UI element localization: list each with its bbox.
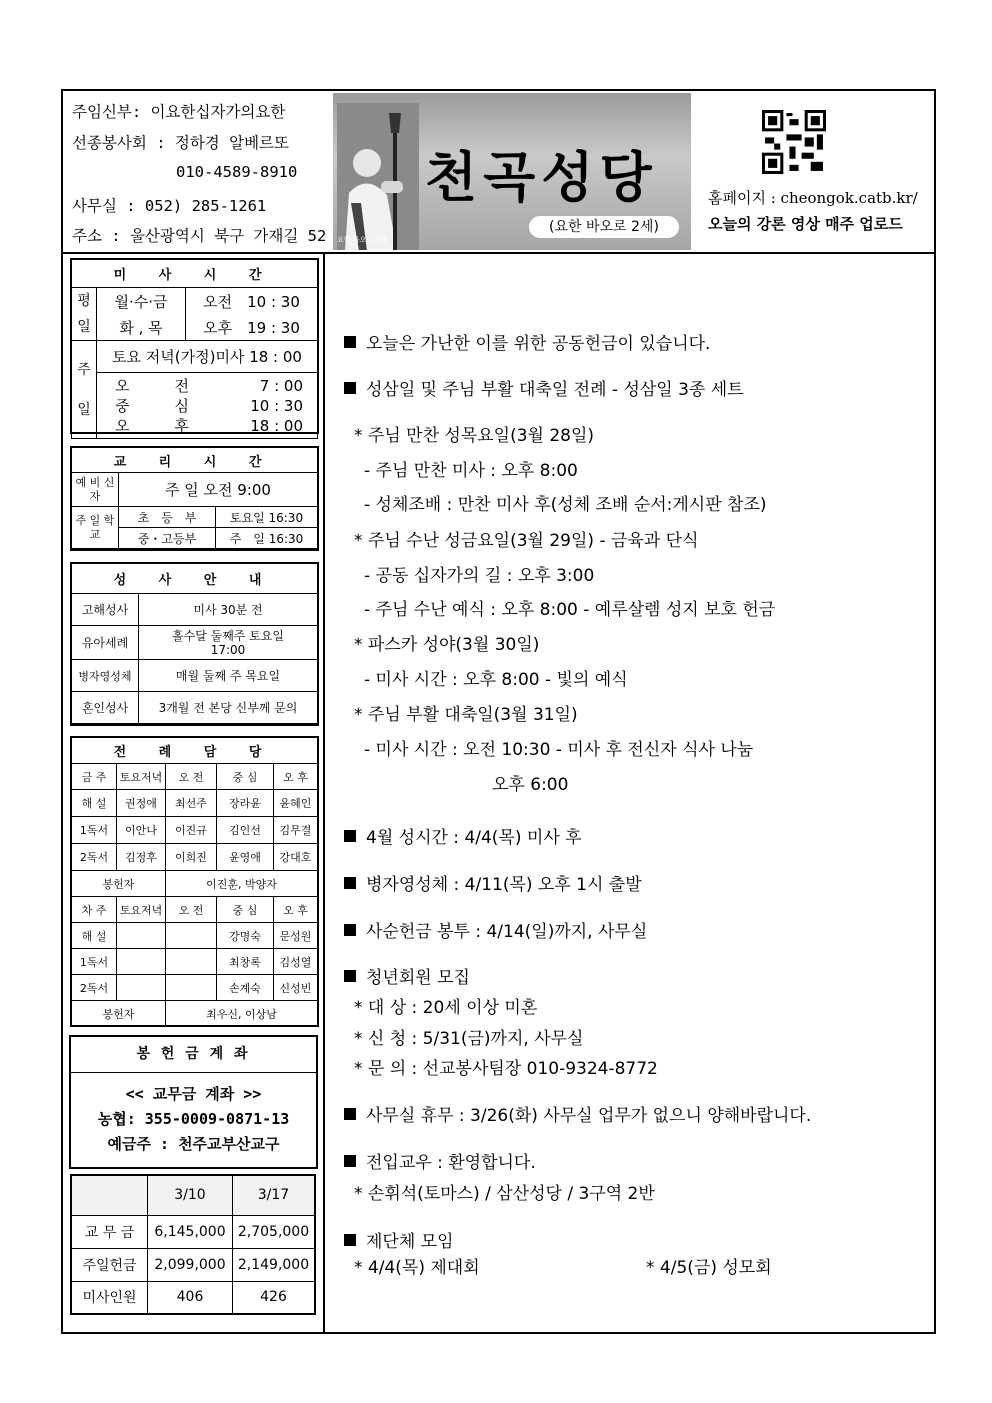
notice-3	[344, 823, 582, 848]
square-bullet-icon	[344, 1234, 356, 1246]
stats-value: 406	[148, 1281, 233, 1314]
notice-text: 4월 성시간 : 4/4(목) 미사 후	[366, 828, 582, 848]
sacrament-desc: 매월 둘째 주 목요일	[139, 660, 318, 692]
weekday-days: 화 , 목	[97, 314, 186, 341]
video-notice: 오늘의 강론 영상 매주 업로드	[708, 215, 903, 233]
stats-row-label: 주일헌금	[71, 1248, 148, 1281]
liturgy-table	[71, 737, 318, 1027]
liturgy-cell: 2독서	[72, 975, 117, 1001]
liturgy-cell: 2독서	[72, 844, 117, 871]
liturgy-header: 중 심	[217, 897, 274, 923]
offertory-label: 봉헌자	[72, 871, 166, 897]
square-bullet-icon	[344, 877, 356, 889]
youth-detail: * 대 상 : 20세 이상 미혼	[354, 998, 538, 1018]
account-holder: 예금주 : 천주교부산교구	[107, 1135, 280, 1153]
stats-row-label: 교 무 금	[71, 1215, 148, 1248]
committee-phone: 010-4589-8910	[176, 163, 298, 181]
liturgy-cell: 강대호	[274, 844, 318, 871]
notice-text: 전입교우 : 환영합니다.	[366, 1153, 536, 1173]
middle-high-label: 중・고등부	[119, 528, 216, 549]
sacrament-table	[71, 563, 318, 724]
square-bullet-icon	[344, 336, 356, 348]
offering-stats-table	[70, 1174, 316, 1315]
notice-1	[344, 329, 710, 354]
triduum-detail: 오후 6:00	[492, 775, 569, 795]
triduum-item: * 파스카 성야(3월 30일)	[354, 635, 540, 655]
triduum-detail: - 미사 시간 : 오후 8:00 - 빛의 예식	[364, 670, 628, 690]
liturgy-header: 오 후	[274, 764, 318, 790]
liturgy-cell: 1독서	[72, 817, 117, 844]
offering-title: 봉 헌 금 계 좌	[70, 1036, 317, 1073]
liturgy-cell: 강명숙	[217, 923, 274, 949]
mass-times-table	[71, 259, 318, 439]
stats-value: 2,149,000	[233, 1248, 316, 1281]
address: 주소 : 울산광역시 북구 가재길 52	[72, 227, 327, 245]
pre-catechumen-time: 주 일 오전 9:00	[119, 473, 318, 507]
group-meeting: * 4/5(금) 성모회	[646, 1258, 772, 1278]
pastor: 주임신부: 이요한십자가의요한	[72, 103, 286, 121]
liturgy-cell	[166, 923, 217, 949]
sacrament-name: 유아세례	[72, 626, 139, 660]
notice-text: 오늘은 가난한 이를 위한 공동헌금이 있습니다.	[366, 334, 711, 354]
sunday-school-label: 주 일 학 교	[72, 507, 119, 549]
mass-title: 미 사 시 간	[72, 260, 318, 288]
square-bullet-icon	[344, 382, 356, 394]
elementary-label: 초 등 부	[119, 507, 216, 528]
triduum-item: * 주님 만찬 성목요일(3월 28일)	[354, 426, 595, 446]
liturgy-header: 토요저녁	[117, 897, 166, 923]
offering-line1: << 교무금 계좌 >>	[125, 1085, 262, 1103]
liturgy-cell	[166, 949, 217, 975]
liturgy-header: 토요저녁	[117, 764, 166, 790]
stats-value: 6,145,000	[148, 1215, 233, 1248]
liturgy-header: 금 주	[72, 764, 117, 790]
notice-4	[344, 870, 642, 895]
catechism-table	[71, 447, 318, 549]
liturgy-header: 오 전	[166, 897, 217, 923]
pope-image	[337, 103, 419, 250]
middle-high-time: 주 일 16:30	[216, 528, 318, 549]
triduum-detail: - 미사 시간 : 오전 10:30 - 미사 후 전신자 식사 나눔	[364, 740, 754, 760]
sunday-mass-name: 중 심	[115, 396, 189, 415]
offertory-names: 최우신, 이상남	[166, 1001, 318, 1027]
sunday-mass-time: 10 : 30	[250, 396, 303, 415]
notice-6	[344, 963, 470, 988]
weekday-time: 오전 10 : 30	[186, 288, 318, 315]
liturgy-cell: 이희진	[166, 844, 217, 871]
sacrament-title: 성 사 안 내	[72, 564, 318, 594]
sunday-mass-time: 7 : 00	[259, 376, 303, 395]
liturgy-cell: 문성원	[274, 923, 318, 949]
notice-2	[344, 375, 744, 400]
liturgy-title: 전 례 담 당	[72, 738, 318, 764]
notice-text: 성삼일 및 주님 부활 대축일 전례 - 성삼일 3종 세트	[366, 380, 744, 400]
saturday-mass: 토요 저녁(가정)미사 18 : 00	[97, 341, 318, 373]
sacrament-desc: 3개월 전 본당 신부께 문의	[139, 692, 318, 724]
office-phone: 사무실 : 052) 285-1261	[72, 197, 267, 215]
triduum-detail: - 주님 수난 예식 : 오후 8:00 - 예루살렘 성지 보호 헌금	[364, 600, 776, 620]
sunday-label: 주 일	[72, 341, 97, 439]
weekday-time: 오후 19 : 30	[186, 314, 318, 341]
liturgy-header: 차 주	[72, 897, 117, 923]
header-divider	[61, 252, 936, 254]
newcomer-detail: * 손휘석(토마스) / 삼산성당 / 3구역 2반	[354, 1184, 655, 1204]
committee: 선종봉사회 : 정하경 알베르또	[72, 134, 290, 152]
group-meeting: * 4/4(목) 제대회	[354, 1258, 480, 1278]
stats-row-label: 미사인원	[71, 1281, 148, 1314]
liturgy-cell: 장라윤	[217, 790, 274, 817]
liturgy-cell: 김무결	[274, 817, 318, 844]
liturgy-cell: 김인선	[217, 817, 274, 844]
stats-col-header: 3/10	[148, 1175, 233, 1215]
catechism-title: 교 리 시 간	[72, 448, 318, 473]
square-bullet-icon	[344, 1108, 356, 1120]
liturgy-cell: 윤영애	[217, 844, 274, 871]
liturgy-cell: 권정애	[117, 790, 166, 817]
account-number: 농협: 355-0009-0871-13	[97, 1110, 290, 1128]
church-banner	[333, 93, 691, 250]
liturgy-cell: 최창록	[217, 949, 274, 975]
liturgy-cell: 이진규	[166, 817, 217, 844]
liturgy-cell: 손계숙	[217, 975, 274, 1001]
elementary-time: 토요일 16:30	[216, 507, 318, 528]
pre-catechumen-label: 예 비 신 자	[72, 473, 119, 507]
liturgy-header: 오 후	[274, 897, 318, 923]
stats-value: 2,705,000	[233, 1215, 316, 1248]
weekday-label: 평 일	[72, 288, 97, 341]
notice-5	[344, 917, 647, 942]
notice-text: 제단체 모임	[366, 1232, 454, 1252]
notice-9	[344, 1227, 454, 1252]
liturgy-cell	[117, 949, 166, 975]
square-bullet-icon	[344, 1155, 356, 1167]
liturgy-cell: 최선주	[166, 790, 217, 817]
sunday-mass-name: 오 후	[115, 416, 189, 435]
youth-detail: * 문 의 : 선교봉사팀장 010-9324-8772	[354, 1059, 658, 1079]
notice-text: 청년회원 모집	[366, 968, 470, 988]
liturgy-header: 중 심	[217, 764, 274, 790]
square-bullet-icon	[344, 970, 356, 982]
triduum-item: * 주님 부활 대축일(3월 31일)	[354, 705, 578, 725]
stats-value: 2,099,000	[148, 1248, 233, 1281]
sacrament-desc: 미사 30분 전	[139, 594, 318, 626]
triduum-detail: - 주님 만찬 미사 : 오후 8:00	[364, 461, 578, 481]
liturgy-cell	[166, 975, 217, 1001]
homepage-link[interactable]: 홈페이지 : cheongok.catb.kr/	[708, 189, 918, 207]
sunday-mass-name: 오 전	[115, 376, 189, 395]
church-name: 천곡성당	[425, 145, 658, 209]
liturgy-cell: 해 설	[72, 790, 117, 817]
sacrament-name: 혼인성사	[72, 692, 139, 724]
stats-value: 426	[233, 1281, 316, 1314]
liturgy-cell: 이안나	[117, 817, 166, 844]
liturgy-cell: 윤혜인	[274, 790, 318, 817]
notice-text: 병자영성체 : 4/11(목) 오후 1시 출발	[366, 875, 642, 895]
youth-detail: * 신 청 : 5/31(금)까지, 사무실	[354, 1029, 584, 1049]
liturgy-cell: 1독서	[72, 949, 117, 975]
sunday-mass-time: 18 : 00	[250, 416, 303, 435]
liturgy-cell	[117, 923, 166, 949]
square-bullet-icon	[344, 830, 356, 842]
offertory-label: 봉헌자	[72, 1001, 166, 1027]
sacrament-desc: 홀수달 둘째주 토요일 17:00	[139, 626, 318, 660]
stats-col-header: 3/17	[233, 1175, 316, 1215]
qr-code[interactable]	[762, 110, 826, 174]
notice-text: 사무실 휴무 : 3/26(화) 사무실 업무가 없으니 양해바랍니다.	[366, 1106, 812, 1126]
square-bullet-icon	[344, 924, 356, 936]
sacrament-name: 병자영성체	[72, 660, 139, 692]
liturgy-cell: 김정후	[117, 844, 166, 871]
weekday-days: 월·수·금	[97, 288, 186, 315]
triduum-detail: - 성체조배 : 만찬 미사 후(성체 조배 순서:게시판 참조)	[364, 495, 767, 515]
liturgy-header: 오 전	[166, 764, 217, 790]
liturgy-cell: 신성빈	[274, 975, 318, 1001]
column-divider	[323, 252, 325, 1334]
liturgy-cell	[117, 975, 166, 1001]
notice-text: 사순헌금 봉투 : 4/14(일)까지, 사무실	[366, 922, 648, 942]
liturgy-cell: 김성열	[274, 949, 318, 975]
offertory-names: 이진훈, 박양자	[166, 871, 318, 897]
patron-label: (요한 바오로 2세)	[529, 216, 679, 238]
stats-corner	[71, 1175, 148, 1215]
pope-caption: 요한 바오로 2세	[337, 236, 387, 244]
sacrament-name: 고해성사	[72, 594, 139, 626]
notice-8	[344, 1148, 536, 1173]
triduum-item: * 주님 수난 성금요일(3월 29일) - 금육과 단식	[354, 531, 699, 551]
triduum-detail: - 공동 십자가의 길 : 오후 3:00	[364, 566, 595, 586]
notice-7	[344, 1101, 811, 1126]
liturgy-cell: 해 설	[72, 923, 117, 949]
